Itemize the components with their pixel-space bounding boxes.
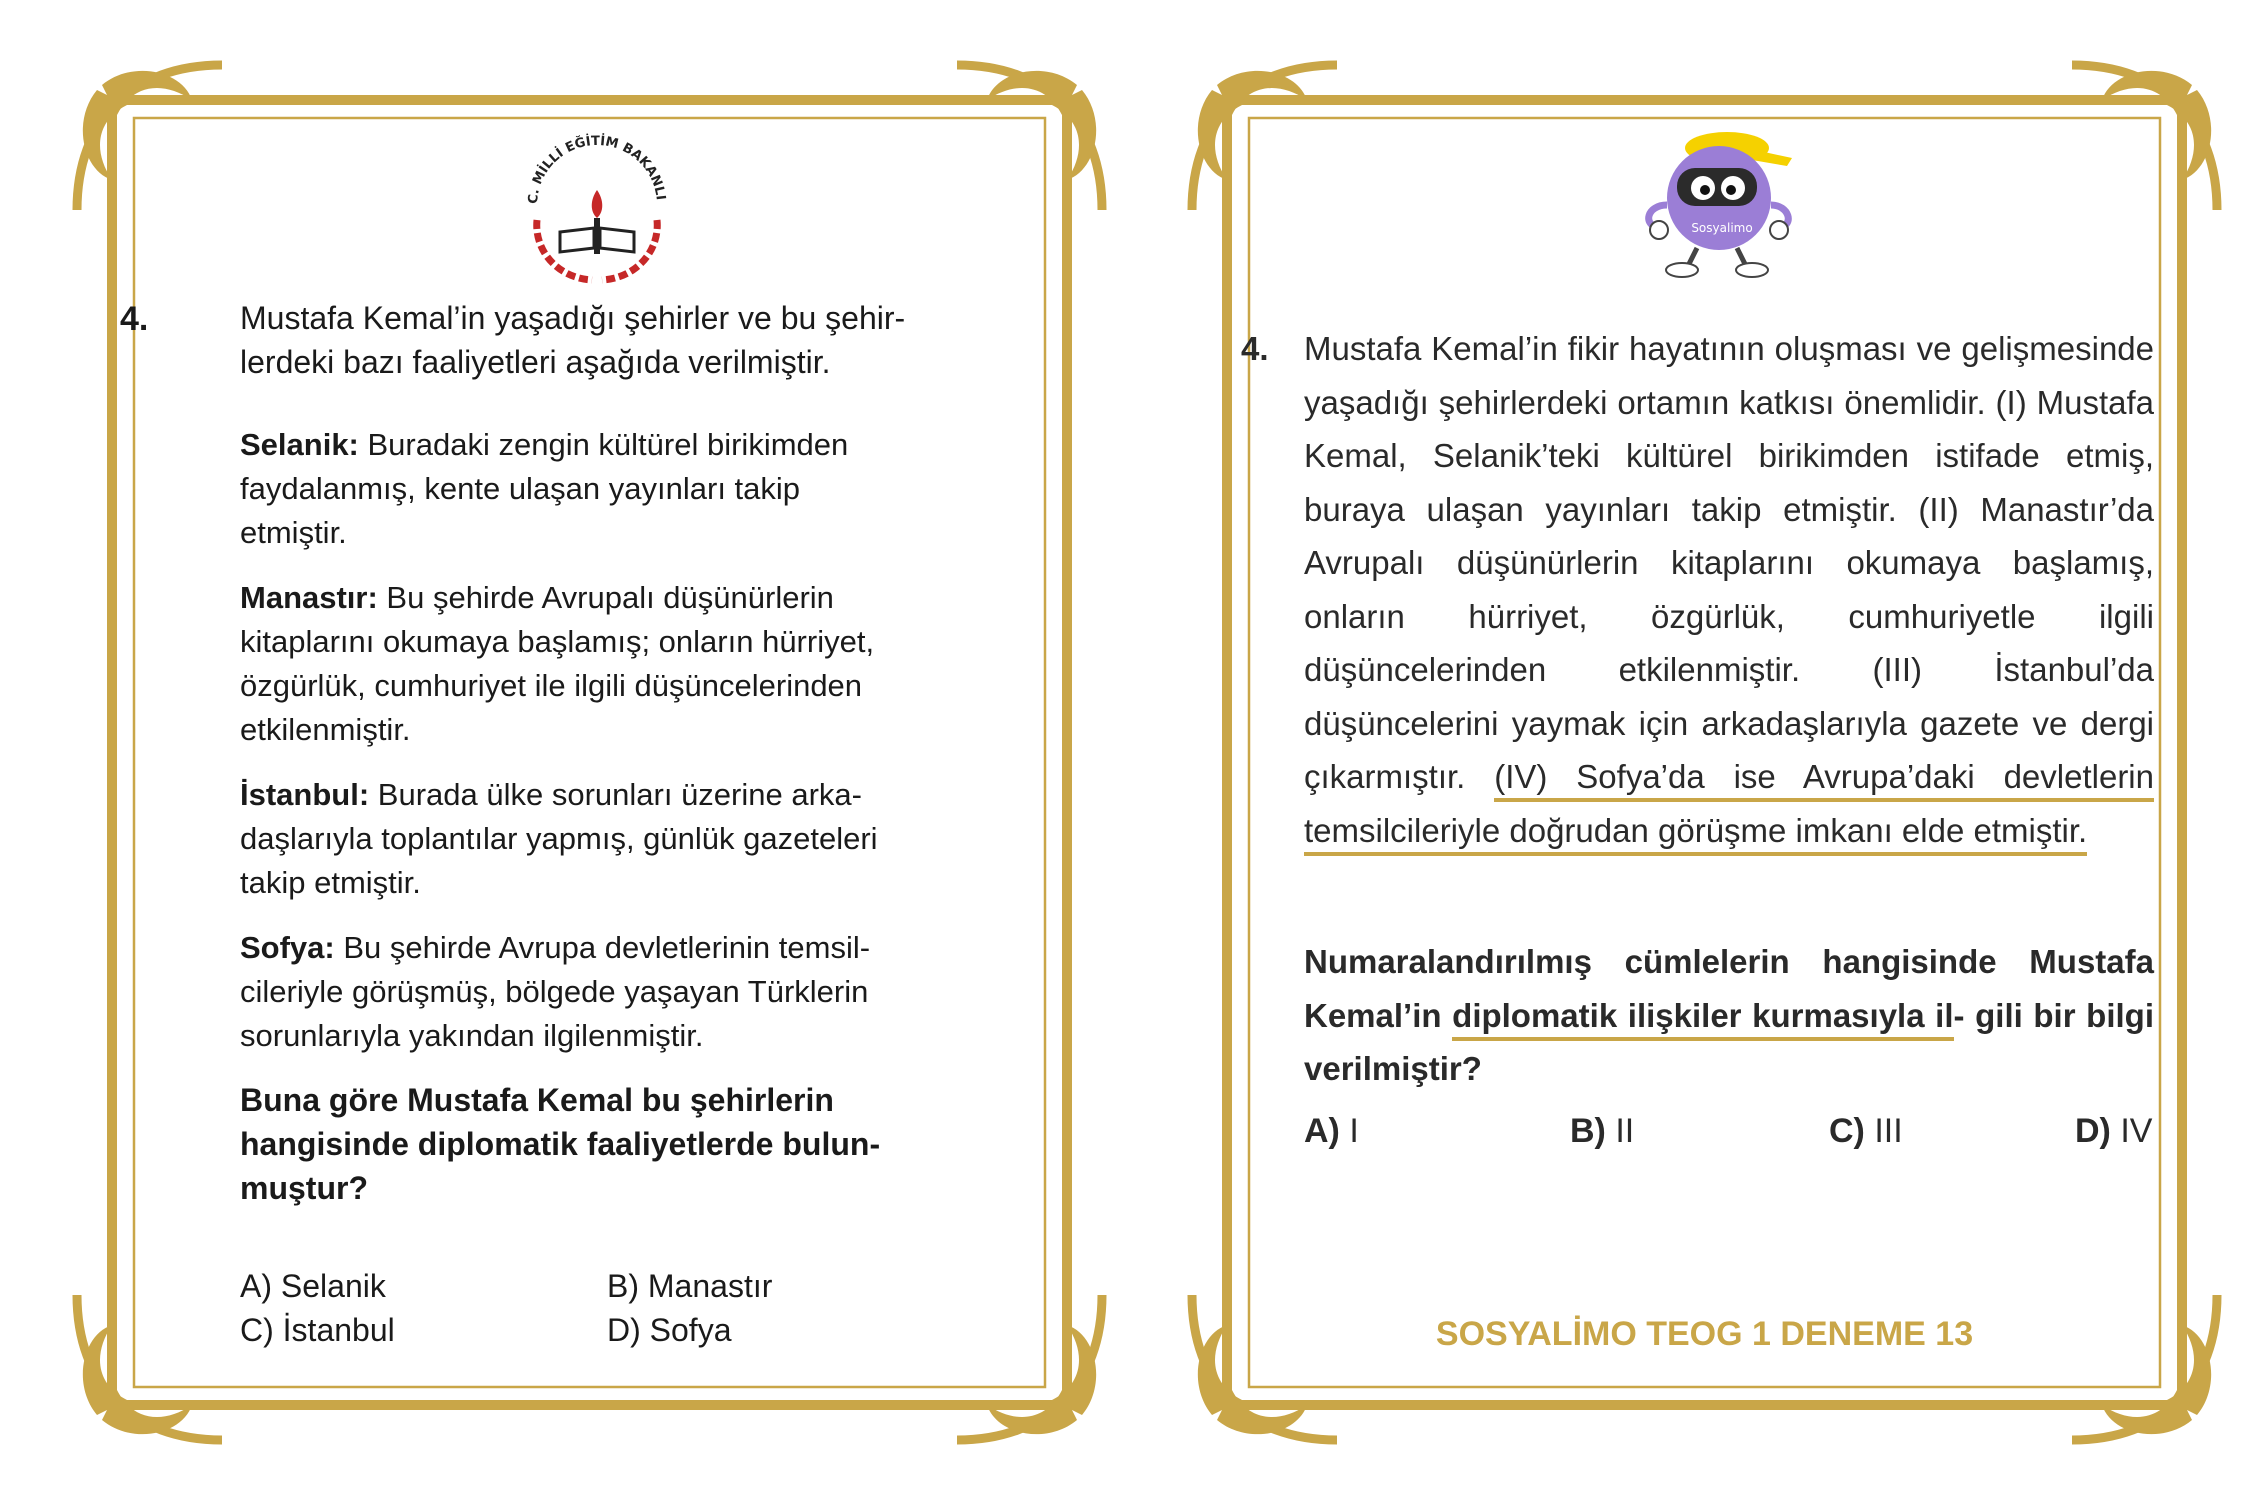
question-number: 4. bbox=[1241, 330, 1269, 367]
question-prompt: Buna göre Mustafa Kemal bu şehirlerin hangisinde diplomatik faaliyetlerde bulun- muştur? bbox=[240, 1082, 881, 1206]
right-question-card bbox=[1187, 60, 2222, 1445]
mascot-label: Sosyalimo bbox=[1691, 221, 1753, 235]
option-a[interactable]: A) I bbox=[1304, 1112, 1359, 1150]
left-question-card bbox=[72, 60, 1107, 1445]
question-stem: Mustafa Kemal’in yaşadığı şehirler ve bu şehir- lerdeki bazı faaliyetleri aşağıda verilmiştir. bbox=[240, 300, 906, 380]
option-a[interactable]: A) Selanik bbox=[240, 1268, 386, 1304]
underlined-sentence-iv: (IV) Sofya’da ise Avrupa’daki devletlerin temsilcileriyle doğrudan görüşme imkanı elde etmiştir. bbox=[1304, 758, 2154, 856]
sosyalimo-mascot bbox=[1637, 110, 1802, 280]
logo-lettering: C. MİLLİ EĞİTİM BAKANLI bbox=[525, 133, 668, 205]
footer-title: SOSYALİMO TEOG 1 DENEME 13 bbox=[1435, 1315, 1974, 1353]
option-b[interactable]: B) Manastır bbox=[607, 1268, 773, 1304]
question-prompt: Numaralandırılmış cümlelerin hangisinde Mustafa Kemal’in diplomatik ilişkiler kurmasıyla il- gili bir bilgi verilmiştir? bbox=[1304, 943, 2154, 1087]
option-d[interactable]: D) IV bbox=[2075, 1112, 2153, 1150]
underlined-keyword: diplomatik ilişkiler kurmasıyla il bbox=[1452, 997, 1953, 1041]
question-passage: Mustafa Kemal’in fikir hayatının oluşması ve gelişmesinde yaşadığı şehirlerdeki ortamın katkısı önemlidir. (I) Mustafa Kemal, Selanik’teki kültürel birikimden istifade etmiş, buraya ulaşan yayınları takip etmiştir. (II) Manastır’da Avrupalı düşünürlerin kitaplarını okumaya başlamış, onların hürriyet, özgürlük, cumhuriyetle ilgili düşüncelerinden etkilenmiştir. (III) İstanbul’da düşüncelerini yaymak için arkadaşlarıyla gazete ve dergi çıkarmıştır. (IV) Sofya’da ise Avrupa’daki devletlerin temsilcileriyle doğrudan görüşme imkanı elde etmiştir. bbox=[1304, 322, 2154, 857]
meb-logo bbox=[512, 120, 682, 290]
option-c[interactable]: C) İstanbul bbox=[240, 1312, 395, 1348]
city-selanik: Selanik: Buradaki zengin kültürel birikimden faydalanmış, kente ulaşan yayınları takip etmiştir. bbox=[240, 427, 849, 550]
option-c[interactable]: C) III bbox=[1829, 1112, 1903, 1150]
city-manastir: Manastır: Bu şehirde Avrupalı düşünürlerin kitaplarını okumaya başlamış; onların hürriyet, özgürlük, cumhuriyet ile ilgili düşüncelerinden etkilenmiştir. bbox=[240, 580, 875, 747]
option-b[interactable]: B) II bbox=[1570, 1112, 1635, 1150]
city-sofya: Sofya: Bu şehirde Avrupa devletlerinin temsil- cileriyle görüşmüş, bölgede yaşayan Türklerin sorunlarıyla yakından ilgilenmiştir. bbox=[240, 930, 871, 1053]
city-istanbul: İstanbul: Burada ülke sorunları üzerine arka- daşlarıyla toplantılar yapmış, günlük gazeteleri takip etmiştir. bbox=[240, 777, 878, 900]
option-d[interactable]: D) Sofya bbox=[607, 1312, 732, 1348]
question-number: 4. bbox=[120, 300, 149, 338]
